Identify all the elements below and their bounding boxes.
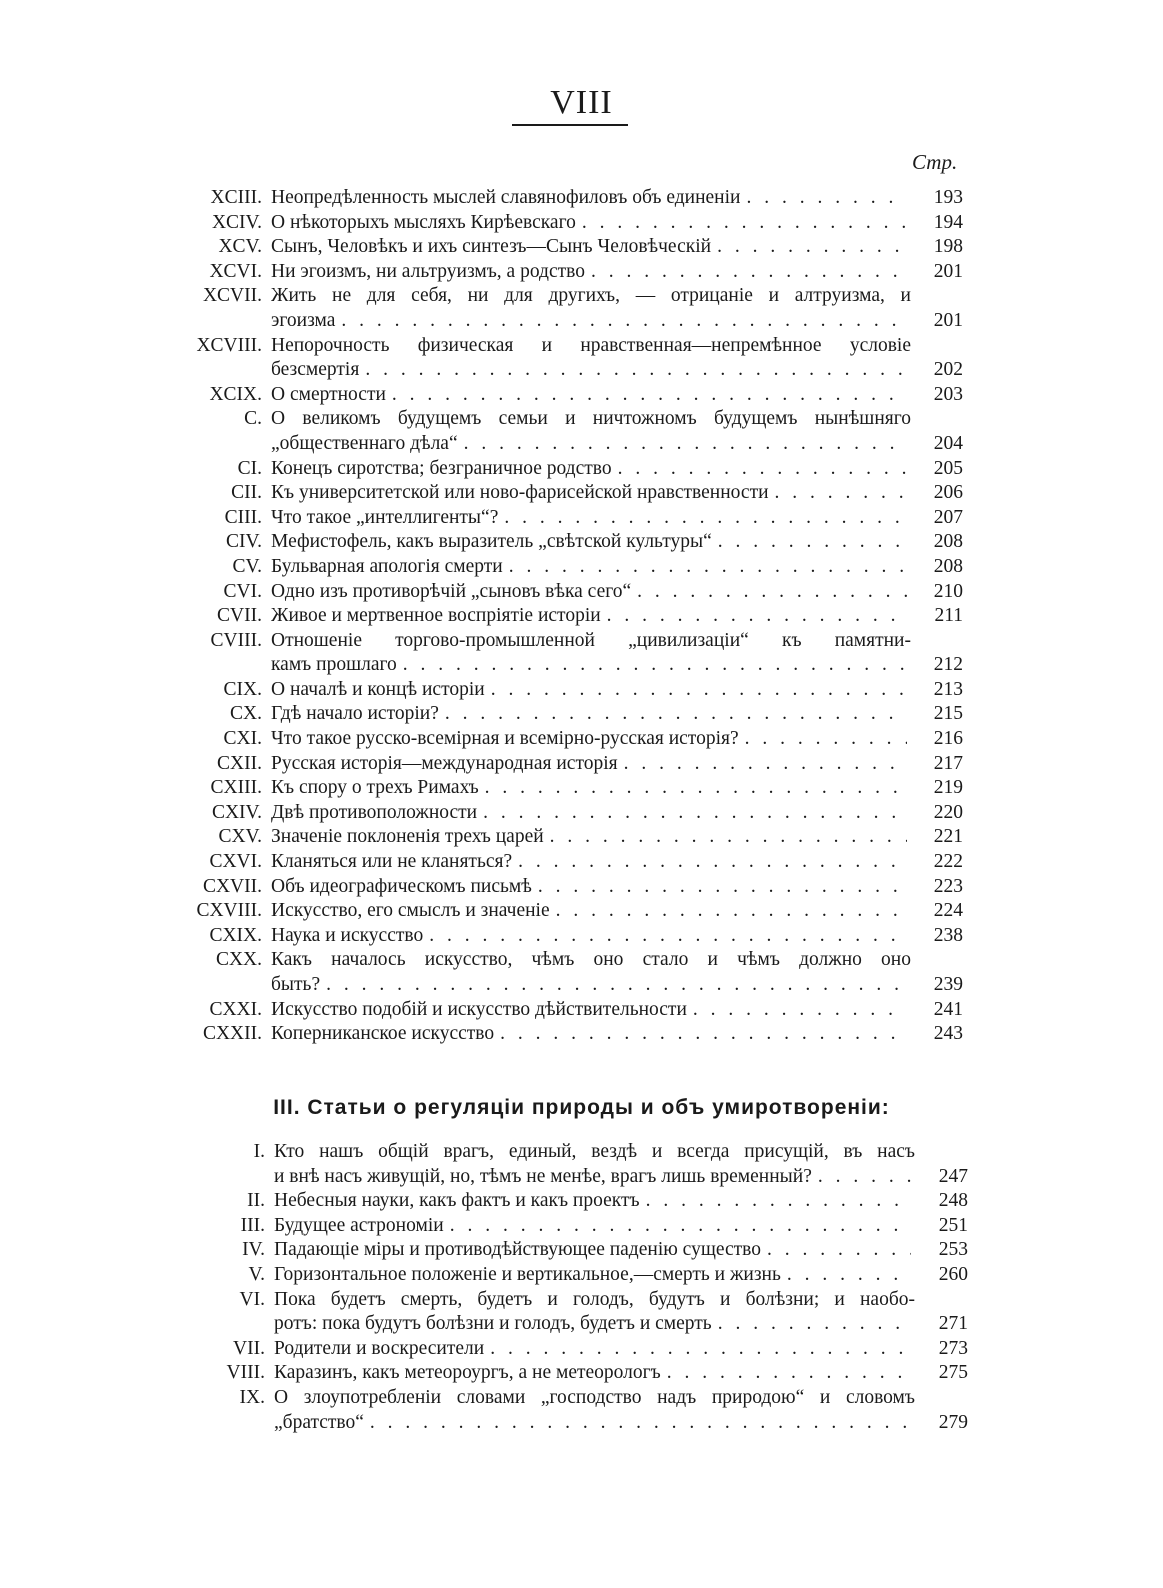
dot-leader	[504, 506, 907, 531]
toc-entry-page: 203	[933, 383, 963, 405]
toc-entry-title	[271, 334, 911, 383]
toc-entry-number: V.	[248, 1263, 265, 1285]
toc-entry-title-line: Двѣ противоположности	[271, 801, 478, 823]
dot-leader	[745, 727, 907, 752]
toc-entry-title	[271, 604, 911, 629]
toc-entry-number: CV.	[232, 555, 262, 577]
toc-entry-number: XCIV.	[211, 211, 262, 233]
toc-entry-page: 193	[933, 187, 963, 208]
toc-entry-page: 241	[933, 998, 963, 1020]
toc-entry-page: 213	[933, 678, 963, 700]
dot-leader	[392, 383, 907, 408]
toc-entry	[0, 801, 1163, 826]
toc-entry-title	[271, 1022, 911, 1047]
toc-entry	[0, 752, 1163, 777]
toc-entry	[0, 1386, 1163, 1435]
toc-entry	[0, 1189, 1163, 1214]
toc-entry-title	[274, 1140, 915, 1189]
dot-leader	[326, 973, 907, 998]
toc-entry-number: VI.	[239, 1288, 265, 1310]
toc-entry-title	[271, 407, 911, 456]
toc-entry-title-line: камъ прошлаго	[271, 654, 397, 676]
dot-leader	[370, 1411, 911, 1436]
toc-entry	[0, 457, 1163, 482]
toc-entry-number: CVIII.	[210, 629, 262, 651]
toc-entry-title-line: ротъ: пока будутъ болѣзни и голодъ, будетъ и смерть	[274, 1313, 712, 1335]
toc-entry-page: 221	[933, 826, 963, 848]
toc-entry	[0, 530, 1163, 555]
toc-entry	[0, 1337, 1163, 1362]
toc-entry-page: 204	[933, 432, 963, 454]
toc-entry-title	[274, 1263, 915, 1288]
toc-entry-number: CXII.	[217, 752, 262, 774]
toc-entry-number: XCVII.	[202, 285, 262, 307]
dot-leader	[618, 457, 907, 482]
toc-entry-title	[271, 899, 911, 924]
toc-entry-page: 222	[933, 851, 963, 873]
toc-entry-page: 217	[933, 752, 963, 774]
toc-entry-title-line: Русская исторія—международная исторія	[271, 752, 618, 774]
toc-entry-title	[271, 948, 911, 997]
dot-leader	[718, 1312, 911, 1337]
toc-entry-number: CXV.	[218, 826, 262, 848]
toc-entry-number: IV.	[242, 1239, 265, 1261]
dot-leader	[491, 678, 907, 703]
toc-entry	[0, 948, 1163, 997]
toc-entry	[0, 727, 1163, 752]
toc-entry-title-line: Бульварная апологія смерти	[271, 555, 503, 577]
toc-entry-title	[274, 1386, 915, 1435]
dot-leader	[646, 1189, 911, 1214]
toc-entry	[0, 776, 1163, 801]
dot-leader	[787, 1263, 911, 1288]
toc-entry-page: 210	[933, 580, 963, 602]
toc-entry-title	[271, 284, 911, 333]
toc-entry-title-line: Отношеніе торгово-промышленной „цивилизаціи“ къ памятни-	[271, 629, 911, 651]
toc-entry-title-line: Какъ началось искусство, чѣмъ оно стало и чѣмъ должно оно	[271, 949, 911, 971]
toc-entry-page: 219	[933, 777, 963, 799]
toc-entry-page: 211	[934, 605, 963, 627]
toc-entry-title	[271, 260, 911, 285]
toc-entry-page: 271	[938, 1313, 968, 1335]
toc-entry-title	[271, 555, 911, 580]
dot-leader	[582, 211, 907, 236]
toc-entry-number: VII.	[233, 1337, 265, 1359]
toc-entry-page: 208	[933, 531, 963, 553]
toc-entry-page: 273	[938, 1337, 968, 1359]
toc-entry-title-line: О нѣкоторыхъ мысляхъ Кирѣевскаго	[271, 211, 576, 233]
dot-leader	[624, 752, 907, 777]
toc-entry	[0, 702, 1163, 727]
toc-entry-page: 215	[933, 703, 963, 725]
toc-entry-title-line: эгоизма	[271, 309, 336, 331]
toc-entry-title-line: Наука и искусство	[271, 924, 424, 946]
toc-entry-title	[271, 850, 911, 875]
toc-entry	[0, 899, 1163, 924]
dot-leader	[429, 924, 907, 949]
toc-entry-title	[274, 1238, 915, 1263]
toc-entry-number: CXVII.	[202, 875, 262, 897]
toc-entry-title	[274, 1288, 915, 1337]
toc-entry-page: 224	[933, 900, 963, 922]
toc-entry-page: 205	[933, 457, 963, 479]
dot-leader	[775, 481, 907, 506]
toc-entry-page: 251	[938, 1214, 968, 1236]
toc-entry-title	[271, 383, 911, 408]
dot-leader	[718, 530, 907, 555]
toc-entry-title	[271, 235, 911, 260]
toc-entry-title-line: Родители и воскресители	[274, 1337, 485, 1359]
toc-entry-title	[274, 1361, 915, 1386]
dot-leader	[667, 1361, 911, 1386]
toc-entry-page: 223	[933, 875, 963, 897]
toc-entry-title	[271, 924, 911, 949]
toc-entry-title-line: Искусство, его смыслъ и значеніе	[271, 900, 550, 922]
toc-entry-title-line: Что такое „интеллигенты“?	[271, 506, 499, 528]
toc-entry	[0, 1140, 1163, 1189]
dot-leader	[485, 776, 907, 801]
toc-entry	[0, 555, 1163, 580]
toc-entry-number: CIV.	[226, 531, 262, 553]
toc-entry	[0, 1263, 1163, 1288]
toc-entry	[0, 998, 1163, 1023]
dot-leader	[509, 555, 907, 580]
toc-entry-title	[271, 825, 911, 850]
toc-entry-number: CVI.	[223, 580, 262, 602]
toc-entry-title	[271, 580, 911, 605]
toc-entry-title-line: „общественнаго дѣла“	[271, 432, 458, 454]
toc-entry-number: CXI.	[223, 728, 262, 750]
toc-entry	[0, 284, 1163, 333]
toc-entry-title-line: Къ университетской или ново-фарисейской нравственности	[271, 482, 769, 504]
toc-entry	[0, 678, 1163, 703]
header-rule	[512, 124, 628, 126]
toc-entry-page: 243	[933, 1023, 963, 1045]
dot-leader	[490, 1337, 911, 1362]
toc-entry-number: III.	[240, 1214, 265, 1236]
section-heading: III. Статьи о регуляціи природы и объ умиротвореніи:	[273, 1096, 890, 1119]
toc-entry-title-line: Будущее астрономіи	[274, 1214, 444, 1236]
toc-entry-page: 201	[933, 309, 963, 331]
dot-leader	[403, 653, 907, 678]
toc-entry-title	[271, 457, 911, 482]
toc-entry	[0, 629, 1163, 678]
toc-entry-title	[271, 211, 911, 236]
dot-leader	[483, 801, 907, 826]
toc-entry-title	[271, 727, 911, 752]
toc-entry-page: 275	[938, 1362, 968, 1384]
toc-entry	[0, 383, 1163, 408]
toc-entry-title-line: Непорочность физическая и нравственная—непремѣнное условіе	[271, 334, 911, 356]
toc-entry-title-line: О началѣ и концѣ исторіи	[271, 678, 485, 700]
toc-entry-number: XCIII.	[210, 187, 262, 208]
toc-entry-title-line: О великомъ будущемъ семьи и ничтожномъ будущемъ нынѣшняго	[271, 408, 911, 430]
toc-entry-number: XCVIII.	[196, 334, 262, 356]
toc-entry	[0, 825, 1163, 850]
dot-leader	[538, 875, 907, 900]
toc-entry-number: CXVI.	[209, 851, 262, 873]
toc-entry-title	[271, 998, 911, 1023]
toc-entry-title-line: О смертности	[271, 383, 386, 405]
toc-entry-title-line: Что такое русско-всемірная и всемірно-русская исторія?	[271, 728, 739, 750]
toc-entry	[0, 1238, 1163, 1263]
toc-entry	[0, 580, 1163, 605]
page-number: VIII	[550, 84, 613, 121]
toc-entry-title-line: Падающіе міры и противодѣйствующее паденію существо	[274, 1239, 761, 1261]
dot-leader	[746, 186, 907, 211]
dot-leader	[365, 358, 907, 383]
toc-entry-number: CII.	[231, 482, 262, 504]
toc-entry-title-line: быть?	[271, 974, 321, 995]
toc-entry-number: XCVI.	[209, 260, 262, 282]
toc-entry-title	[271, 702, 911, 727]
toc-entry	[0, 211, 1163, 236]
toc-entry	[0, 186, 1163, 211]
toc-entry-title-line: Къ спору о трехъ Римахъ	[271, 777, 479, 799]
dot-leader	[464, 432, 907, 457]
toc-entry-number: CIII.	[224, 506, 262, 528]
toc-entry-title-line: Кто нашъ общій врагъ, единый, вездѣ и всегда присущій, въ насъ	[274, 1141, 915, 1162]
toc-entry-title-line: Кланяться или не кланяться?	[271, 851, 513, 873]
toc-entry-number: CXXI.	[209, 998, 262, 1020]
toc-entry	[0, 924, 1163, 949]
toc-entry-title-line: Одно изъ противорѣчій „сыновъ вѣка сего“	[271, 580, 632, 602]
dot-leader	[717, 235, 907, 260]
toc-entry	[0, 260, 1163, 285]
toc-entry-title-line: Каразинъ, какъ метеороургъ, а не метеорологъ	[274, 1362, 661, 1384]
toc-entry-number: XCIX.	[209, 383, 262, 405]
toc-entry-number: II.	[247, 1190, 265, 1212]
dot-leader	[550, 825, 907, 850]
toc-entry	[0, 1214, 1163, 1239]
toc-entry-number: CVII.	[217, 605, 262, 627]
toc-entry-number: CXVIII.	[196, 900, 262, 922]
dot-leader	[450, 1214, 911, 1239]
table-of-contents-part-3	[0, 1140, 1163, 1435]
toc-entry-title	[274, 1214, 915, 1239]
toc-entry-title	[271, 481, 911, 506]
toc-entry	[0, 1022, 1163, 1047]
toc-entry-number: CX.	[230, 703, 262, 725]
toc-entry-title-line: Искусство подобій и искусство дѣйствительности	[271, 998, 687, 1020]
toc-entry-title-line: и внѣ насъ живущій, но, тѣмъ не менѣе, врагъ лишь временный?	[274, 1165, 812, 1187]
dot-leader	[607, 604, 907, 629]
toc-entry-number: CXIV.	[211, 801, 262, 823]
dot-leader	[500, 1022, 907, 1047]
toc-entry	[0, 235, 1163, 260]
toc-entry	[0, 334, 1163, 383]
toc-entry-title-line: Гдѣ начало исторіи?	[271, 703, 439, 725]
toc-entry-page: 239	[933, 974, 963, 995]
toc-entry-title	[271, 629, 911, 678]
toc-entry-number: CXXII.	[202, 1023, 262, 1045]
toc-entry-title-line: Живое и мертвенное воспріятіе исторіи	[271, 605, 601, 627]
toc-entry-title-line: Горизонтальное положеніе и вертикальное,—смерть и жизнь	[274, 1263, 781, 1285]
toc-entry	[0, 604, 1163, 629]
toc-entry-number: XCV.	[218, 236, 262, 258]
toc-entry-title	[271, 678, 911, 703]
toc-entry-title-line: Объ идеографическомъ письмѣ	[271, 875, 532, 897]
dot-leader	[445, 702, 907, 727]
toc-entry	[0, 481, 1163, 506]
toc-entry-number: CXX.	[215, 949, 262, 971]
toc-entry-title-line: Конецъ сиротства; безграничное родство	[271, 457, 612, 479]
toc-entry-title	[274, 1189, 915, 1214]
toc-entry-page: 279	[938, 1411, 968, 1433]
toc-entry-page: 194	[933, 211, 963, 233]
toc-entry-page: 248	[938, 1190, 968, 1212]
toc-entry-title-line: Жить не для себя, ни для другихъ, — отрицаніе и алтруизма, и	[271, 285, 911, 307]
toc-entry-number: IX.	[239, 1386, 265, 1408]
dot-leader	[518, 850, 907, 875]
toc-entry-title-line: Коперниканское искусство	[271, 1023, 495, 1045]
toc-entry-title-line: Мефистофель, какъ выразитель „свѣтской культуры“	[271, 531, 712, 553]
toc-entry-title	[271, 530, 911, 555]
toc-entry-title-line: Неопредѣленность мыслей славянофиловъ объ единеніи	[271, 187, 741, 208]
dot-leader	[591, 260, 907, 285]
dot-leader	[637, 580, 907, 605]
toc-entry-number: C.	[244, 408, 262, 430]
toc-entry-page: 201	[933, 260, 963, 282]
toc-entry-number: CXIII.	[210, 777, 262, 799]
toc-entry-page: 247	[938, 1165, 968, 1187]
toc-entry-title	[271, 186, 911, 211]
toc-entry-number: I.	[253, 1141, 265, 1162]
toc-entry-page: 208	[933, 555, 963, 577]
toc-entry-title-line: О злоупотребленіи словами „господство надъ природою“ и словомъ	[274, 1386, 915, 1408]
toc-entry-title-line: „братство“	[274, 1411, 364, 1433]
toc-entry-title	[274, 1337, 915, 1362]
toc-entry-page: 206	[933, 482, 963, 504]
toc-entry-page: 202	[933, 359, 963, 381]
toc-entry-title	[271, 752, 911, 777]
toc-entry-page: 238	[933, 924, 963, 946]
toc-entry-number: VIII.	[226, 1362, 265, 1384]
dot-leader	[341, 309, 907, 334]
dot-leader	[767, 1238, 911, 1263]
toc-entry-title	[271, 801, 911, 826]
toc-entry-title	[271, 776, 911, 801]
page-column-label: Стр.	[912, 150, 958, 174]
toc-entry-title-line: Значеніе поклоненія трехъ царей	[271, 826, 544, 848]
toc-entry-title-line: Сынъ, Человѣкъ и ихъ синтезъ—Сынъ Человѣческій	[271, 236, 712, 258]
toc-entry	[0, 407, 1163, 456]
toc-entry	[0, 1288, 1163, 1337]
toc-entry-page: 198	[933, 236, 963, 258]
toc-entry-page: 260	[938, 1263, 968, 1285]
toc-entry-title	[271, 506, 911, 531]
toc-entry	[0, 875, 1163, 900]
toc-entry-title	[271, 875, 911, 900]
toc-entry-number: CI.	[237, 457, 262, 479]
toc-entry-page: 253	[938, 1239, 968, 1261]
toc-entry-title-line: безсмертія	[271, 359, 360, 381]
toc-entry-page: 207	[933, 506, 963, 528]
dot-leader	[556, 899, 907, 924]
toc-entry-title-line: Ни эгоизмъ, ни альтруизмъ, а родство	[271, 260, 585, 282]
toc-entry	[0, 506, 1163, 531]
toc-entry	[0, 1361, 1163, 1386]
toc-entry-page: 220	[933, 801, 963, 823]
toc-entry-number: CXIX.	[209, 924, 262, 946]
dot-leader	[818, 1165, 911, 1190]
toc-entry	[0, 850, 1163, 875]
dot-leader	[693, 998, 907, 1023]
toc-entry-number: CIX.	[223, 678, 262, 700]
table-of-contents-part-2	[0, 186, 1163, 1047]
toc-entry-page: 212	[933, 654, 963, 676]
toc-entry-title-line: Пока будетъ смерть, будетъ и голодъ, будутъ и болѣзни; и наобо-	[274, 1288, 915, 1310]
toc-entry-page: 216	[933, 728, 963, 750]
toc-entry-title-line: Небесныя науки, какъ фактъ и какъ проектъ	[274, 1190, 640, 1212]
